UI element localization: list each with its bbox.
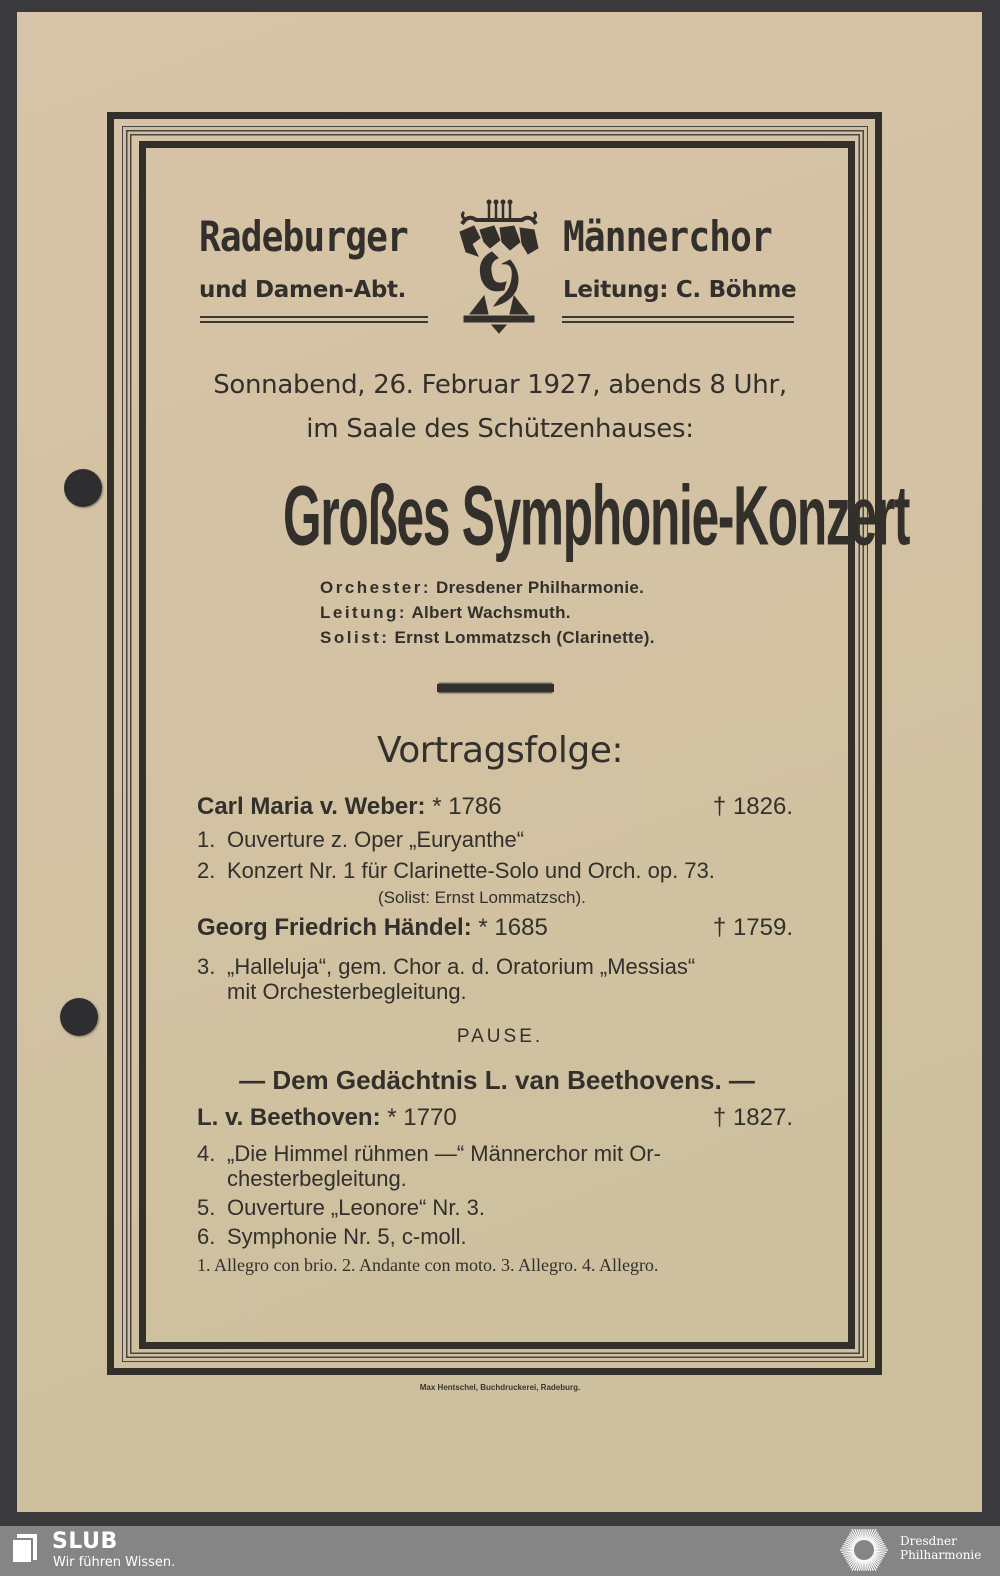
program-item-3: 3. „Halleluja“, gem. Chor a. d. Oratorium „Messias“ mit Orchesterbegleitung. [197,954,696,1004]
header-right-title: Männerchor [563,212,772,261]
separator-bar [437,684,554,692]
credit-conductor: Leitung: Albert Wachsmuth. [320,603,571,622]
credit-orchestra: Orchester: Dresdener Philharmonie. [320,578,645,597]
header-left-title: Radeburger [199,212,408,261]
program-item-6: 6. Symphonie Nr. 5, c-moll. [197,1224,467,1249]
program-item-2-note: (Solist: Ernst Lommatzsch). [378,888,586,907]
slub-tagline: Wir führen Wissen. [53,1555,176,1570]
beethoven-memorial-heading: — Dem Gedächtnis L. van Beethovens. — [239,1065,755,1095]
program-item-5: 5. Ouverture „Leonore“ Nr. 3. [197,1195,486,1220]
concert-title: Großes Symphonie-Konzert [283,469,910,563]
composer-handel: Georg Friedrich Händel: * 1685 † 1759. [197,914,793,941]
slub-brand[interactable]: SLUB [52,1529,118,1554]
slub-book-icon [13,1532,41,1562]
header-left-subtitle: und Damen-Abt. [199,277,407,303]
pause-label: PAUSE. [456,1026,544,1047]
credit-soloist: Solist: Ernst Lommatzsch (Clarinette). [320,628,655,647]
composer-weber: Carl Maria v. Weber: * 1786 † 1826. [197,793,793,820]
program-item-2: 2. Konzert Nr. 1 für Clarinette-Solo und Orch. op. 73. [197,858,715,883]
composer-beethoven: L. v. Beethoven: * 1770 † 1827. [197,1104,793,1131]
program-title: Vortragsfolge: [376,730,624,771]
symphony-movements: 1. Allegro con brio. 2. Andante con moto. 3. Allegro. 4. Allegro. [197,1255,659,1275]
printer-imprint: Max Hentschel, Buchdruckerei, Radeburg. [419,1383,581,1392]
program-item-4: 4. „Die Himmel rühmen —“ Männerchor mit Or- chesterbegleitung. [197,1141,661,1191]
punch-hole [64,469,102,507]
header-right-rule [562,316,794,323]
header-left-rule [200,316,428,323]
credits-block [320,575,655,650]
footer-band [0,1526,1000,1576]
punch-hole [60,998,98,1036]
dresdner-philharmonie-sunburst-icon [838,1524,890,1576]
header-right-subtitle: Leitung: C. Böhme [563,277,797,303]
event-date-line: Sonnabend, 26. Februar 1927, abends 8 Uhr, [213,370,787,400]
event-venue-line: im Saale des Schützenhauses: [306,414,694,444]
choir-emblem-icon [454,198,544,334]
program-item-1: 1. Ouverture z. Oper „Euryanthe“ [197,827,525,852]
dresdner-philharmonie-brand[interactable]: Dresdner Philharmonie [900,1534,982,1562]
